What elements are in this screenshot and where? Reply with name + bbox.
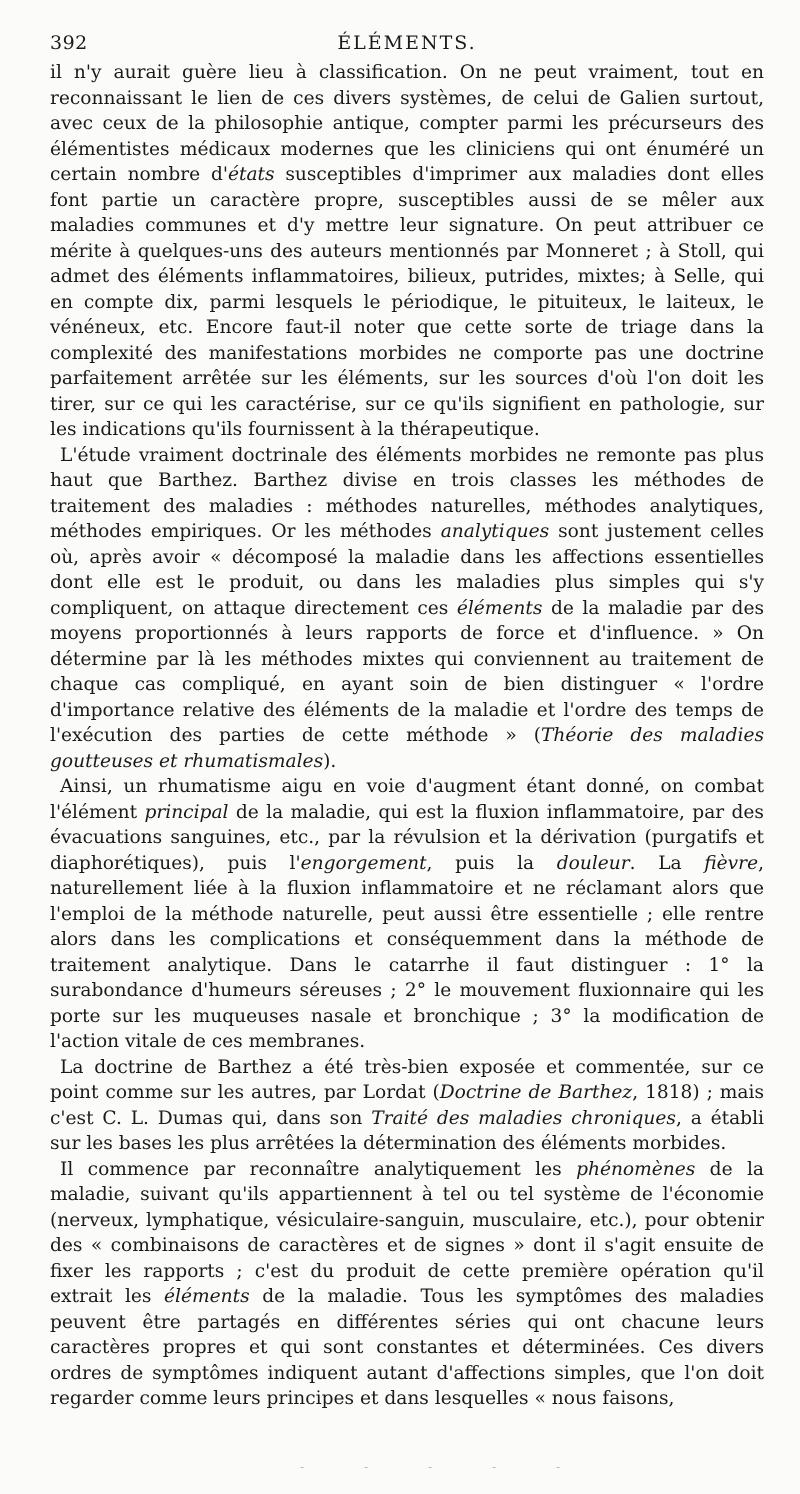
running-title: ÉLÉMENTS. xyxy=(337,32,477,54)
italic-run: fièvre xyxy=(704,852,759,874)
italic-run: éléments xyxy=(456,597,543,619)
text-run: ). xyxy=(323,750,337,772)
page-header xyxy=(50,28,764,60)
scan-mark: - xyxy=(491,1460,497,1474)
italic-run: phénomènes xyxy=(576,1158,696,1180)
bottom-scan-marks xyxy=(300,1460,560,1474)
text-run: il n'y aurait guère lieu à classification. On ne peut vraiment, tout en reconnaissant le lien de ces divers systèmes, de celui de Galien surtout, avec ceux de la philosophie antique, compter parmi les précurseurs des élémentistes médicaux modernes que les cliniciens qui ont énuméré un certain nombre d' xyxy=(50,62,764,185)
body-text xyxy=(50,60,764,1412)
paragraph xyxy=(50,1055,764,1157)
text-run: , 1818) ; mais c'est C. L. Dumas qui, dans son xyxy=(50,1082,764,1129)
italic-run: états xyxy=(227,164,275,185)
paragraph xyxy=(50,774,764,1055)
italic-run: Théorie des maladies goutteuses et rhumatismales xyxy=(50,725,764,772)
text-run: de la maladie. Tous les symptômes des maladies peuvent être partagés en différentes séries qui ont chacune leurs caractères propres et qui sont constantes et déterminées. Ces divers ordres de symptômes indiquent autant d'affections simples, que l'on doit regarder comme leurs principes et dans lesquelles « nous faisons, xyxy=(50,1286,764,1409)
page-number: 392 xyxy=(50,32,88,54)
paragraph xyxy=(50,443,764,775)
paragraph xyxy=(50,1157,764,1412)
text-run: La doctrine de Barthez a été très-bien exposée et commentée, sur ce point comme sur les autres, par Lordat ( xyxy=(50,1056,764,1103)
italic-run: Doctrine de Barthez xyxy=(439,1082,633,1103)
text-run: Il commence par reconnaître analytiquement les xyxy=(60,1158,577,1180)
text-run: , puis la xyxy=(426,852,557,874)
scan-mark: - xyxy=(300,1460,305,1474)
text-run: L'étude vraiment doctrinale des éléments morbides ne remonte pas plus haut que Barthez. Barthez divise en trois classes les méthodes de traitement des maladies : méthodes naturelles, méthodes analytiques, méthodes empiriques. Or les méthodes xyxy=(50,444,764,542)
document-page xyxy=(50,28,764,1412)
text-run: de la maladie, suivant qu'ils appartiennent à tel ou tel système de l'économie (nerveux, lymphatique, vésiculaire-sanguin, musculaire, etc.), pour obtenir des « combinaisons de caractères et de signes » dont il s'agit ensuite de fixer les rapports ; c'est du produit de cette première opération qu'il extrait les xyxy=(50,1158,765,1307)
text-run: sont justement celles où, après avoir « décomposé la maladie dans les affections essentielles dont elle est le produit, ou dans les maladies plus simples qui s'y compliquent, on attaque directement ces xyxy=(50,521,764,619)
italic-run: analytiques xyxy=(440,521,550,542)
italic-run: principal xyxy=(144,801,229,823)
text-run: susceptibles d'imprimer aux maladies dont elles font partie un caractère propre, susceptibles aussi de se mêler aux maladies communes et d'y mettre leur signature. On peut attribuer ce mérite à quelques-uns des auteurs mentionnés par Monneret ; à Stoll, qui admet des éléments inflammatoires, bilieux, putrides, mixtes; à Selle, qui en compte dix, parmi lesquels le périodique, le pituiteux, le laiteux, le vénéneux, etc. Encore faut-il noter que cette sorte de triage dans la complexité des manifestations morbides ne comporte pas une doctrine parfaitement arrêtée sur les éléments, sur les sources d'où l'on doit les tirer, sur ce qui les caractérise, sur ce qu'ils signifient en pathologie, sur les indications qu'ils fournissent à la thérapeutique. xyxy=(50,164,765,440)
text-run: , naturellement liée à la fluxion inflammatoire et ne réclamant alors que l'emploi de la méthode naturelle, peut aussi être essentielle ; elle rentre alors dans les complications et conséquemment dans la méthode de traitement analytique. Dans le catarrhe il faut distinguer : 1° la surabondance d'humeurs séreuses ; 2° le mouvement fluxionnaire qui les porte sur les muqueuses nasale et bronchique ; 3° la modification de l'action vitale de ces membranes. xyxy=(50,852,764,1052)
scan-mark: - xyxy=(363,1460,369,1474)
paragraph xyxy=(50,60,764,443)
italic-run: douleur xyxy=(556,852,630,874)
text-run: de la maladie par des moyens proportionnés à leurs rapports de force et d'influence. » On détermine par là les méthodes mixtes qui conviennent au traitement de chaque cas compliqué, en ayant soin de bien distinguer « l'ordre d'importance relative des éléments de la maladie et l'ordre des temps de l'exécution des parties de cette méthode » ( xyxy=(50,597,764,746)
text-run: , a établi sur les bases les plus arrêtées la détermination des éléments morbides. xyxy=(50,1107,764,1154)
italic-run: éléments xyxy=(164,1286,250,1307)
text-run: . La xyxy=(629,852,705,874)
italic-run: Traité des maladies chroniques xyxy=(371,1107,676,1129)
text-run: Ainsi, un rhumatisme aigu en voie d'augment étant donné, on combat l'élément xyxy=(50,776,764,823)
text-run: de la maladie, qui est la fluxion inflammatoire, par des évacuations sanguines, etc., par la révulsion et la dérivation (purgatifs et diaphorétiques), puis l' xyxy=(50,801,764,874)
scan-mark: - xyxy=(555,1460,560,1474)
scan-mark: - xyxy=(427,1460,433,1474)
italic-run: engorgement xyxy=(300,852,427,874)
